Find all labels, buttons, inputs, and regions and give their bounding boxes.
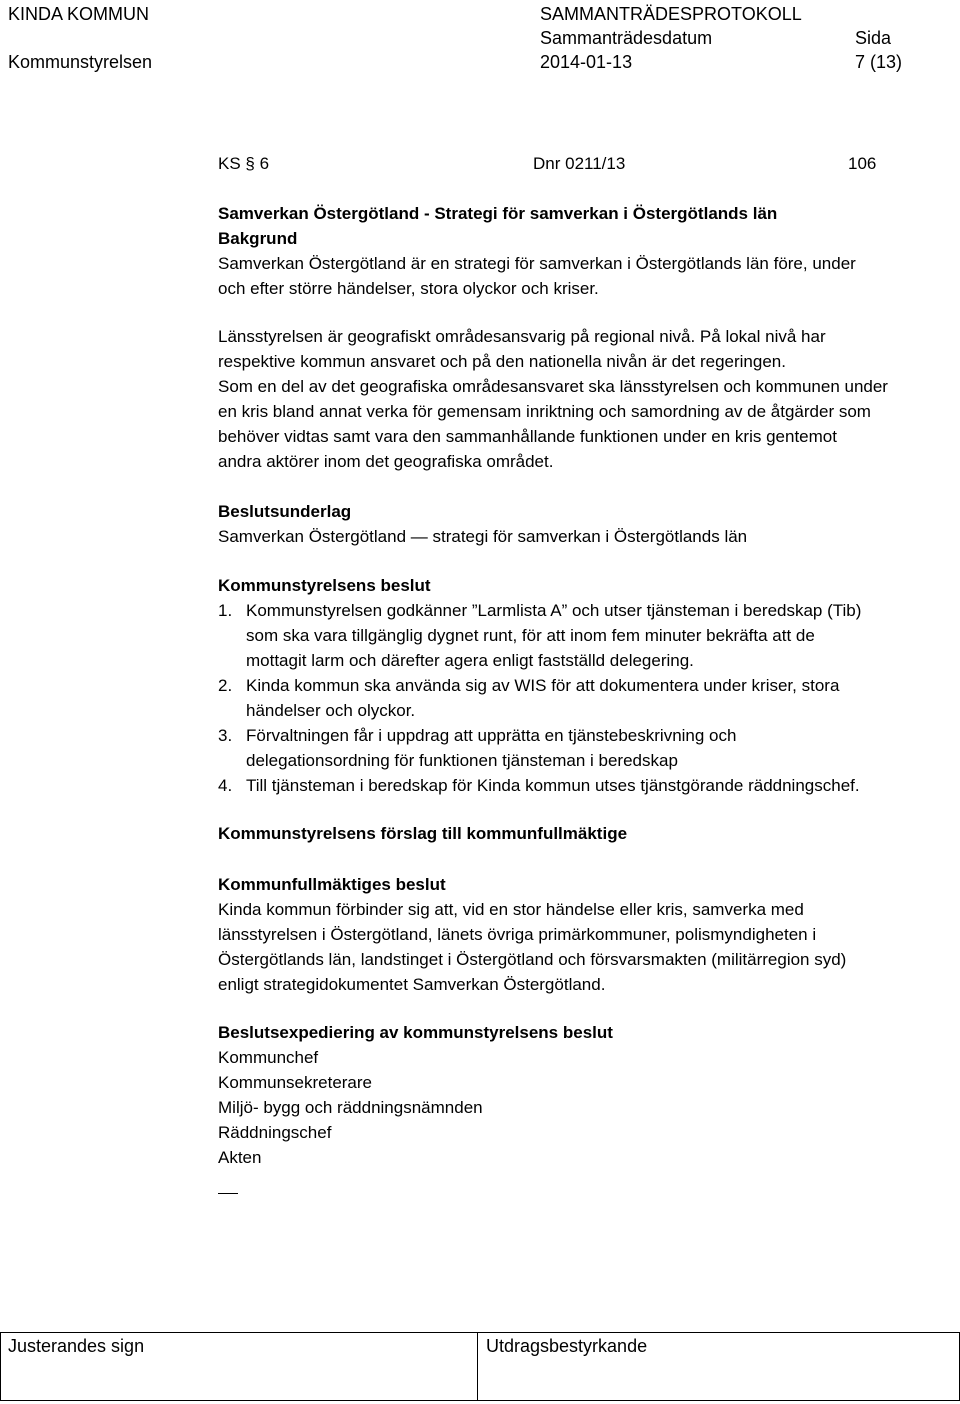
decision-item (218, 673, 861, 723)
decision-item-number: 4. (218, 776, 233, 795)
basis-heading: Beslutsunderlag (218, 502, 352, 521)
background-section-2 (218, 324, 888, 474)
decision-section (218, 573, 861, 798)
council-line: länsstyrelsen i Östergötland, länets övriga primärkommuner, polismyndigheten i (218, 925, 817, 944)
background-line: och efter större händelser, stora olyckor och kriser. (218, 279, 599, 298)
basis-text: Samverkan Östergötland — strategi för samverkan i Östergötlands län (218, 527, 748, 546)
decision-item (218, 598, 861, 673)
extract-label: Utdragsbestyrkande (486, 1336, 648, 1356)
proposal-heading: Kommunstyrelsens förslag till kommunfullmäktige (218, 824, 628, 843)
body-name: Kommunstyrelsen (8, 52, 153, 72)
sign-label: Justerandes sign (8, 1336, 145, 1356)
decision-item-number: 2. (218, 676, 233, 695)
dispatch-recipient: Kommunsekreterare (218, 1073, 373, 1092)
decision-item (218, 723, 861, 773)
dispatch-heading: Beslutsexpediering av kommunstyrelsens beslut (218, 1023, 613, 1042)
case-paragraph: KS § 6 (218, 154, 270, 173)
proposal-section (218, 821, 627, 846)
council-heading: Kommunfullmäktiges beslut (218, 875, 446, 894)
decision-item-line: som ska vara tillgänglig dygnet runt, för att inom fem minuter bekräfta att de (246, 626, 815, 645)
decision-heading: Kommunstyrelsens beslut (218, 576, 431, 595)
background-line: Länsstyrelsen är geografiskt områdesansvarig på regional nivå. På lokal nivå har (218, 327, 826, 346)
footer-left-border (0, 1332, 1, 1401)
dispatch-section (218, 1020, 613, 1170)
background-line: respektive kommun ansvaret och på den nationella nivån är det regeringen. (218, 352, 786, 371)
background-line: en kris bland annat verka för gemensam inriktning och samordning av de åtgärder som (218, 402, 871, 421)
page-label: Sida (855, 28, 892, 48)
decision-item-line: Förvaltningen får i uppdrag att upprätta en tjänstebeskrivning och (246, 726, 737, 745)
decision-item-number: 3. (218, 726, 233, 745)
organization-name: KINDA KOMMUN (8, 4, 150, 24)
decision-item (218, 773, 861, 798)
dispatch-recipient: Räddningschef (218, 1123, 332, 1142)
dispatch-recipient: Kommunchef (218, 1048, 319, 1067)
council-line: Kinda kommun förbinder sig att, vid en stor händelse eller kris, samverka med (218, 900, 804, 919)
council-section (218, 872, 846, 997)
footer-bottom-border (0, 1400, 960, 1401)
background-line: behöver vidtas samt vara den sammanhållande funktionen under en kris gentemot (218, 427, 837, 446)
dispatch-recipient: Miljö- bygg och räddningsnämnden (218, 1098, 483, 1117)
decision-item-line: delegationsordning för funktionen tjänsteman i beredskap (246, 751, 678, 770)
end-rule (218, 1193, 238, 1194)
case-number: 106 (848, 154, 877, 173)
footer-divider (477, 1332, 478, 1401)
decision-item-line: Kinda kommun ska använda sig av WIS för att dokumentera under kriser, stora (246, 676, 840, 695)
meeting-date: 2014-01-13 (540, 52, 633, 72)
page-number: 7 (13) (855, 52, 903, 72)
council-line: Östergötlands län, landstinget i Östergötland och försvarsmakten (militärregion syd) (218, 950, 847, 969)
council-line: enligt strategidokumentet Samverkan Östergötland. (218, 975, 606, 994)
decision-item-line: Kommunstyrelsen godkänner ”Larmlista A” och utser tjänsteman i beredskap (Tib) (246, 601, 862, 620)
background-line: Samverkan Östergötland är en strategi för samverkan i Östergötlands län före, under (218, 254, 856, 273)
footer-top-border (0, 1332, 960, 1333)
document-type: SAMMANTRÄDESPROTOKOLL (540, 4, 802, 24)
background-line: andra aktörer inom det geografiska området. (218, 452, 554, 471)
decision-item-number: 1. (218, 601, 233, 620)
basis-section (218, 499, 747, 549)
decision-item-line: Till tjänsteman i beredskap för Kinda kommun utses tjänstgörande räddningschef. (246, 776, 860, 795)
dispatch-recipient: Akten (218, 1148, 262, 1167)
decision-item-line: mottagit larm och därefter agera enligt fastställd delegering. (246, 651, 694, 670)
decision-item-line: händelser och olyckor. (246, 701, 416, 720)
case-dnr: Dnr 0211/13 (533, 154, 626, 173)
background-heading: Bakgrund (218, 229, 298, 248)
background-line: Som en del av det geografiska områdesansvaret ska länsstyrelsen och kommunen under (218, 377, 888, 396)
page-title: Samverkan Östergötland - Strategi för samverkan i Östergötlands län (218, 204, 778, 223)
date-label: Sammanträdesdatum (540, 28, 713, 48)
background-section (218, 201, 856, 301)
